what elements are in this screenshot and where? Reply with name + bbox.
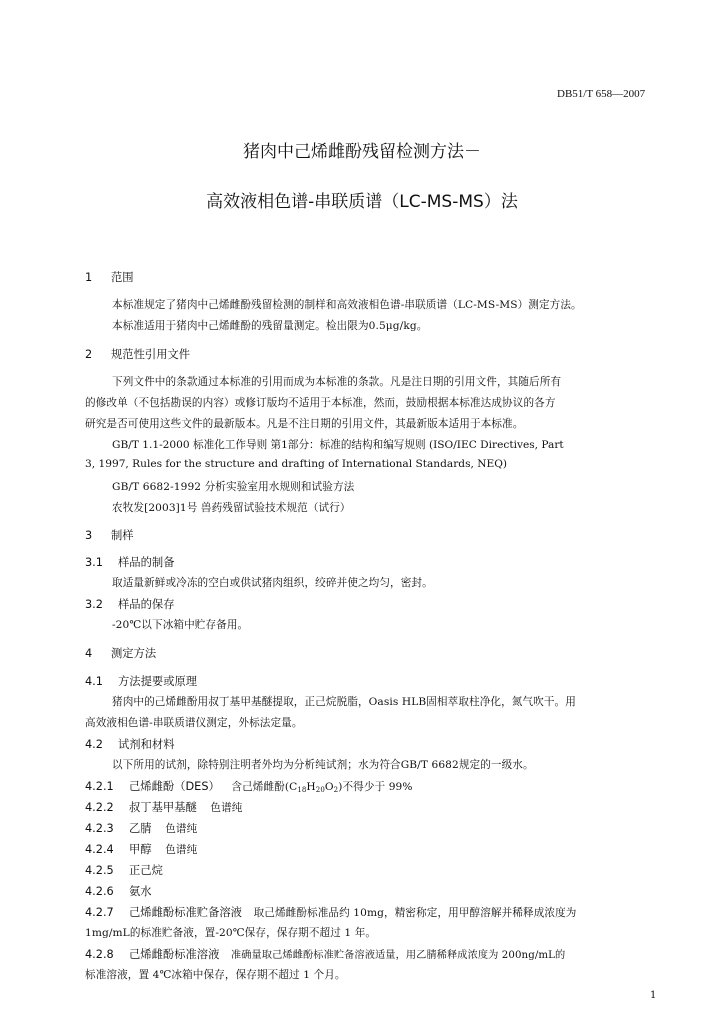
section-3-heading — [85, 527, 134, 543]
section-2-heading — [85, 346, 190, 362]
item-title: 叔丁基甲基醚 — [129, 801, 197, 814]
section-4-heading — [85, 645, 156, 661]
standard-number: DB51/T 658—2007 — [557, 88, 646, 100]
reference-line: GB/T 6682-1992 分析实验室用水规则和试验方法 — [112, 481, 355, 493]
paragraph-line: 下列文件中的条款通过本标准的引用而成为本标准的条款。凡是注日期的引用文件，其随后所有 — [112, 376, 562, 388]
item-number: 4.2.3 — [85, 822, 114, 835]
paragraph: 取适量新鲜或冷冻的空白或供试猪肉组织，绞碎并使之均匀，密封。 — [112, 577, 433, 589]
subsection-heading — [85, 736, 175, 752]
item-number: 4.2.8 — [85, 948, 114, 961]
reference-line: 农牧发[2003]1号 兽药残留试验技术规范（试行） — [112, 502, 351, 514]
document-title-line2: 高效液相色谱-串联质谱（LC-MS-MS）法 — [206, 192, 518, 212]
reference-line: GB/T 1.1-2000 标准化工作导则 第1部分：标准的结构和编写规则 (ISO/IEC Directives, Part — [112, 439, 564, 451]
paragraph-line: 1mg/mL的标准贮备液，置-20℃保存，保存期不超过 1 年。 — [85, 927, 377, 939]
subsection-title: 样品的保存 — [118, 598, 175, 611]
subsection-title: 样品的制备 — [118, 556, 175, 569]
item-text: 色谱纯 — [165, 823, 198, 835]
subsection-heading — [85, 596, 175, 612]
section-1-heading — [85, 269, 134, 285]
item-4-2-3 — [85, 820, 197, 836]
paragraph: 本标准规定了猪肉中己烯雌酚残留检测的制样和高效液相色谱-串联质谱（LC-MS-MS）测定方法。 — [112, 299, 582, 311]
item-number: 4.2.5 — [85, 864, 114, 877]
item-title: 己烯雌酚标准贮备溶液 — [129, 906, 242, 919]
section-number: 2 — [85, 348, 93, 361]
section-title: 制样 — [111, 529, 134, 542]
item-4-2-7 — [85, 904, 576, 920]
paragraph-line: 研究是否可使用这些文件的最新版本。凡是不注日期的引用文件，其最新版本适用于本标准。 — [85, 418, 524, 430]
item-number: 4.2.6 — [85, 885, 114, 898]
paragraph: 本标准适用于猪肉中己烯雌酚的残留量测定。检出限为0.5μg/kg。 — [112, 320, 428, 332]
reference-line: 3, 1997, Rules for the structure and drafting of International Standards, NEQ) — [85, 458, 508, 470]
item-title: 己烯雌酚（DES） — [129, 780, 220, 793]
item-title: 甲醇 — [129, 843, 152, 856]
subsection-number: 3.1 — [85, 556, 103, 569]
item-text: 取己烯雌酚标准品约 10mg，精密称定，用甲醇溶解并稀释成浓度为 — [253, 907, 577, 919]
item-number: 4.2.2 — [85, 801, 114, 814]
item-4-2-2 — [85, 799, 242, 815]
item-title: 乙腈 — [129, 822, 152, 835]
subsection-number: 3.2 — [85, 598, 103, 611]
item-text: 含己烯雌酚$(C_{18}H_{20}O_2)$不得少于 99% — [231, 781, 413, 794]
item-text: 色谱纯 — [165, 844, 198, 856]
page-number: 1 — [650, 990, 657, 1001]
item-title: 氨水 — [129, 885, 152, 898]
section-title: 测定方法 — [111, 647, 157, 660]
item-text: 准确量取己烯雌酚标准贮备溶液适量，用乙腈稀释成浓度为 200ng/mL的 — [230, 950, 566, 961]
subsection-heading — [85, 673, 197, 689]
item-4-2-6 — [85, 883, 152, 899]
section-number: 3 — [85, 529, 93, 542]
item-text: 色谱纯 — [210, 802, 243, 814]
paragraph-line: 猪肉中的己烯雌酚用叔丁基甲基醚提取，正己烷脱脂，Oasis HLB固相萃取柱净化，氮气吹干。用 — [112, 696, 576, 708]
subsection-title: 试剂和材料 — [118, 738, 175, 751]
section-title: 规范性引用文件 — [111, 348, 191, 361]
subsection-number: 4.2 — [85, 738, 103, 751]
item-title: 正己烷 — [129, 864, 163, 877]
item-number: 4.2.7 — [85, 906, 114, 919]
item-4-2-8 — [85, 946, 565, 962]
item-4-2-5 — [85, 862, 163, 878]
paragraph-line: 的修改单（不包括勘误的内容）或修订版均不适用于本标准，然而，鼓励根据本标准达成协议的各方 — [85, 397, 556, 409]
paragraph-line: 标准溶液，置 4℃冰箱中保存，保存期不超过 1 个月。 — [85, 969, 346, 981]
subsection-title: 方法提要或原理 — [118, 675, 198, 688]
subsection-number: 4.1 — [85, 675, 103, 688]
paragraph: 以下所用的试剂，除特别注明者外均为分析纯试剂；水为符合GB/T 6682规定的一级水。 — [112, 759, 534, 771]
section-number: 4 — [85, 647, 93, 660]
item-4-2-4 — [85, 841, 197, 857]
section-number: 1 — [85, 271, 93, 284]
item-number: 4.2.1 — [85, 780, 114, 793]
item-title: 己烯雌酚标准溶液 — [129, 948, 220, 961]
paragraph-line: 高效液相色谱-串联质谱仪测定，外标法定量。 — [85, 717, 303, 729]
subsection-heading — [85, 554, 175, 570]
item-4-2-1 — [85, 778, 413, 794]
item-number: 4.2.4 — [85, 843, 114, 856]
section-title: 范围 — [111, 271, 134, 284]
document-title-line1: 猪肉中己烯雌酚残留检测方法－ — [243, 142, 481, 162]
paragraph: -20℃以下冰箱中贮存备用。 — [112, 619, 249, 631]
